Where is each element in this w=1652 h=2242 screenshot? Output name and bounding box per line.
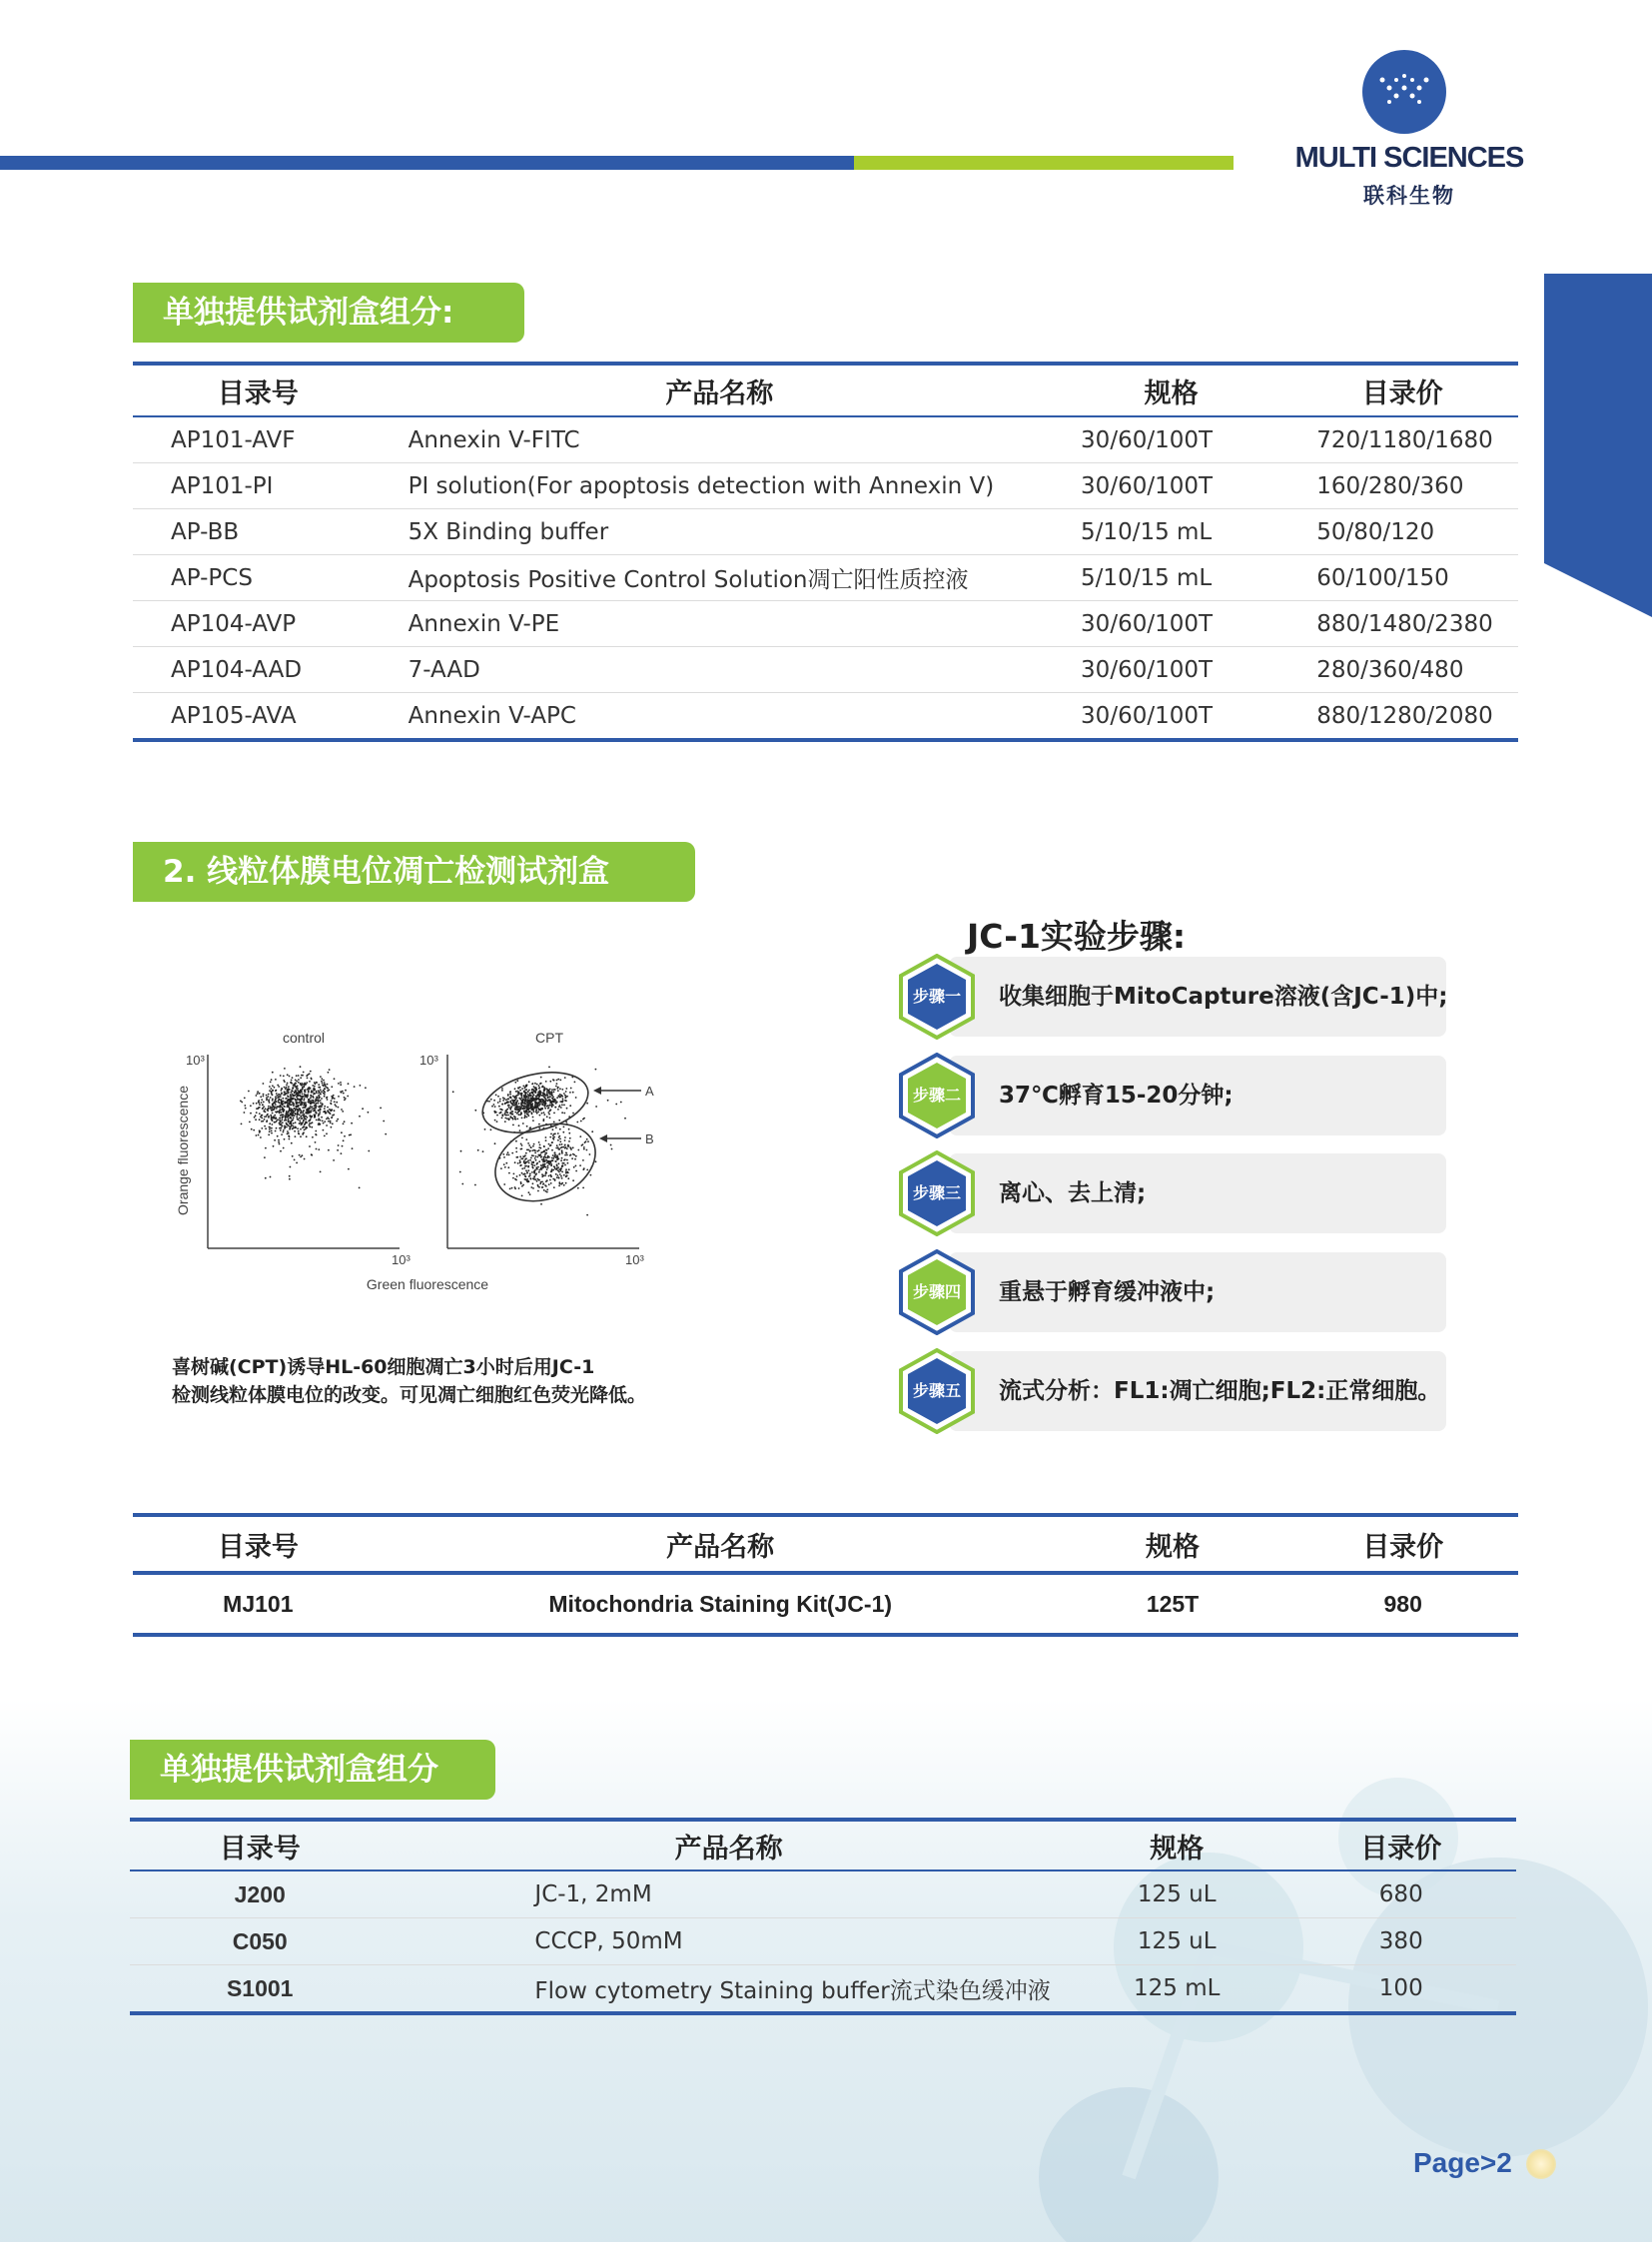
figure-caption <box>172 1353 731 1409</box>
brand-name: MULTI SCIENCES <box>1294 142 1524 174</box>
page-number: Page>2 <box>1413 2147 1512 2178</box>
step-label: 步骤五 <box>912 1381 961 1400</box>
page-dot-icon <box>1526 2149 1556 2179</box>
spec: 125 uL <box>1068 1870 1286 1918</box>
table-row <box>130 1918 1516 1965</box>
gate-b-label: B <box>645 1131 654 1146</box>
header-catalog-no: 目录号 <box>133 1515 384 1573</box>
step-text: 收集细胞于MitoCapture溶液(含JC-1)中; <box>999 984 1448 1010</box>
step-text: 37℃孵育15-20分钟; <box>999 1083 1234 1109</box>
table-row <box>133 647 1518 693</box>
x-axis-label: Green fluorescence <box>366 1276 489 1292</box>
product-name: 7-AAD <box>384 647 1056 693</box>
header-spec: 规格 <box>1056 364 1286 416</box>
header-price: 目录价 <box>1287 1515 1518 1573</box>
header-spec: 规格 <box>1058 1515 1288 1573</box>
table-row <box>133 555 1518 601</box>
gate-a-label: A <box>645 1084 654 1099</box>
catalog-no: AP-PCS <box>133 555 384 601</box>
step-label: 步骤三 <box>912 1183 961 1202</box>
product-name: Apoptosis Positive Control Solution凋亡阳性质控液 <box>384 555 1056 601</box>
catalog-no: C050 <box>130 1918 390 1965</box>
catalog-no: AP104-AVP <box>133 601 384 647</box>
table-row <box>130 1870 1516 1918</box>
catalog-no: J200 <box>130 1870 390 1918</box>
spec: 125 uL <box>1068 1918 1286 1965</box>
x-tick-label: 10³ <box>392 1252 411 1267</box>
spec: 30/60/100T <box>1056 463 1286 509</box>
jc1-kit-table <box>133 1513 1518 1637</box>
catalog-no: AP101-AVF <box>133 416 384 463</box>
x-tick-label: 10³ <box>625 1252 644 1267</box>
price: 280/360/480 <box>1286 647 1518 693</box>
step-item <box>899 1053 1446 1138</box>
step-text: 重悬于孵育缓冲液中; <box>999 1279 1216 1305</box>
product-name: Mitochondria Staining Kit(JC-1) <box>548 1590 893 1617</box>
spec: 5/10/15 mL <box>1056 509 1286 555</box>
catalog-no: AP105-AVA <box>171 702 297 729</box>
step-item <box>899 1249 1446 1335</box>
flow-cytometry-figure <box>160 1019 679 1308</box>
catalog-no: AP-BB <box>133 509 384 555</box>
table-row <box>133 693 1518 741</box>
y-tick-label: 10³ <box>419 1053 438 1068</box>
section-header-components-2: 单独提供试剂盒组分 <box>130 1740 495 1800</box>
step-text: 离心、去上清; <box>999 1180 1147 1206</box>
step-item <box>899 1150 1446 1236</box>
spec: 30/60/100T <box>1056 416 1286 463</box>
table-row <box>133 416 1518 463</box>
section-header-components: 单独提供试剂盒组分: <box>133 283 524 343</box>
table-header-row <box>130 1820 1516 1870</box>
price: 880/1280/2080 <box>1316 702 1493 729</box>
jc1-components-table <box>130 1818 1516 2015</box>
header-product-name: 产品名称 <box>384 364 1056 416</box>
product-name: Flow cytometry Staining buffer流式染色缓冲液 <box>534 1977 1051 2004</box>
header-price: 目录价 <box>1286 1820 1516 1870</box>
spec: 125 mL <box>1134 1975 1221 2001</box>
product-name: Annexin V-APC <box>408 702 576 729</box>
header-spec: 规格 <box>1068 1820 1286 1870</box>
price: 100 <box>1378 1975 1423 2001</box>
gate-b <box>483 1110 606 1215</box>
table-row <box>130 1965 1516 2014</box>
table-header-row <box>133 364 1518 416</box>
price: 380 <box>1286 1918 1516 1965</box>
table-row <box>133 463 1518 509</box>
step-label: 步骤四 <box>912 1282 961 1301</box>
table-row <box>133 601 1518 647</box>
panel-title-cpt: CPT <box>535 1030 563 1046</box>
catalog-no: MJ101 <box>223 1590 294 1617</box>
catalog-no: AP104-AAD <box>133 647 384 693</box>
y-tick-label: 10³ <box>186 1053 205 1068</box>
header-price: 目录价 <box>1286 364 1518 416</box>
step-label: 步骤二 <box>912 1086 961 1105</box>
product-name: 5X Binding buffer <box>384 509 1056 555</box>
catalog-no: AP101-PI <box>133 463 384 509</box>
side-tab-decoration <box>1544 274 1652 617</box>
table-row <box>133 1573 1518 1635</box>
price: 880/1480/2380 <box>1286 601 1518 647</box>
product-name: CCCP, 50mM <box>390 1918 1068 1965</box>
logo-icon <box>1362 50 1446 134</box>
header-product-name: 产品名称 <box>384 1515 1058 1573</box>
y-axis-label: Orange fluorescence <box>175 1086 191 1215</box>
catalog-no: S1001 <box>226 1974 294 2001</box>
spec: 30/60/100T <box>1056 647 1286 693</box>
spec: 30/60/100T <box>1056 601 1286 647</box>
price: 50/80/120 <box>1286 509 1518 555</box>
product-name: JC-1, 2mM <box>390 1870 1068 1918</box>
header-product-name: 产品名称 <box>390 1820 1068 1870</box>
price: 60/100/150 <box>1286 555 1518 601</box>
step-item <box>899 1348 1446 1434</box>
price: 720/1180/1680 <box>1286 416 1518 463</box>
spec: 30/60/100T <box>1081 702 1214 729</box>
header-bar-blue <box>0 156 854 170</box>
step-item <box>899 954 1446 1040</box>
price: 680 <box>1286 1870 1516 1918</box>
price: 160/280/360 <box>1286 463 1518 509</box>
spec: 5/10/15 mL <box>1056 555 1286 601</box>
section-header-jc1-kit: 2. 线粒体膜电位凋亡检测试剂盒 <box>133 842 695 902</box>
spec: 125T <box>1146 1590 1200 1617</box>
table-header-row <box>133 1515 1518 1573</box>
header-catalog-no: 目录号 <box>130 1820 390 1870</box>
step-label: 步骤一 <box>912 987 961 1006</box>
product-name: Annexin V-FITC <box>384 416 1056 463</box>
figure-caption-line2: 检测线粒体膜电位的改变。可见凋亡细胞红色荧光降低。 <box>172 1384 647 1406</box>
header-catalog-no: 目录号 <box>133 364 384 416</box>
steps-title: JC-1实验步骤: <box>967 917 1187 956</box>
table-row <box>133 509 1518 555</box>
scatter-control <box>240 1066 387 1188</box>
product-name: PI solution(For apoptosis detection with Annexin V) <box>384 463 1056 509</box>
figure-caption-line1: 喜树碱(CPT)诱导HL-60细胞凋亡3小时后用JC-1 <box>172 1356 595 1378</box>
panel-title-control: control <box>282 1030 326 1046</box>
components-table <box>133 362 1518 742</box>
header-bar-green <box>854 156 1234 170</box>
step-text: 流式分析：FL1:凋亡细胞;FL2:正常细胞。 <box>999 1378 1441 1404</box>
product-name: Annexin V-PE <box>384 601 1056 647</box>
price: 980 <box>1383 1590 1422 1617</box>
brand-name-cn: 联科生物 <box>1363 184 1455 208</box>
